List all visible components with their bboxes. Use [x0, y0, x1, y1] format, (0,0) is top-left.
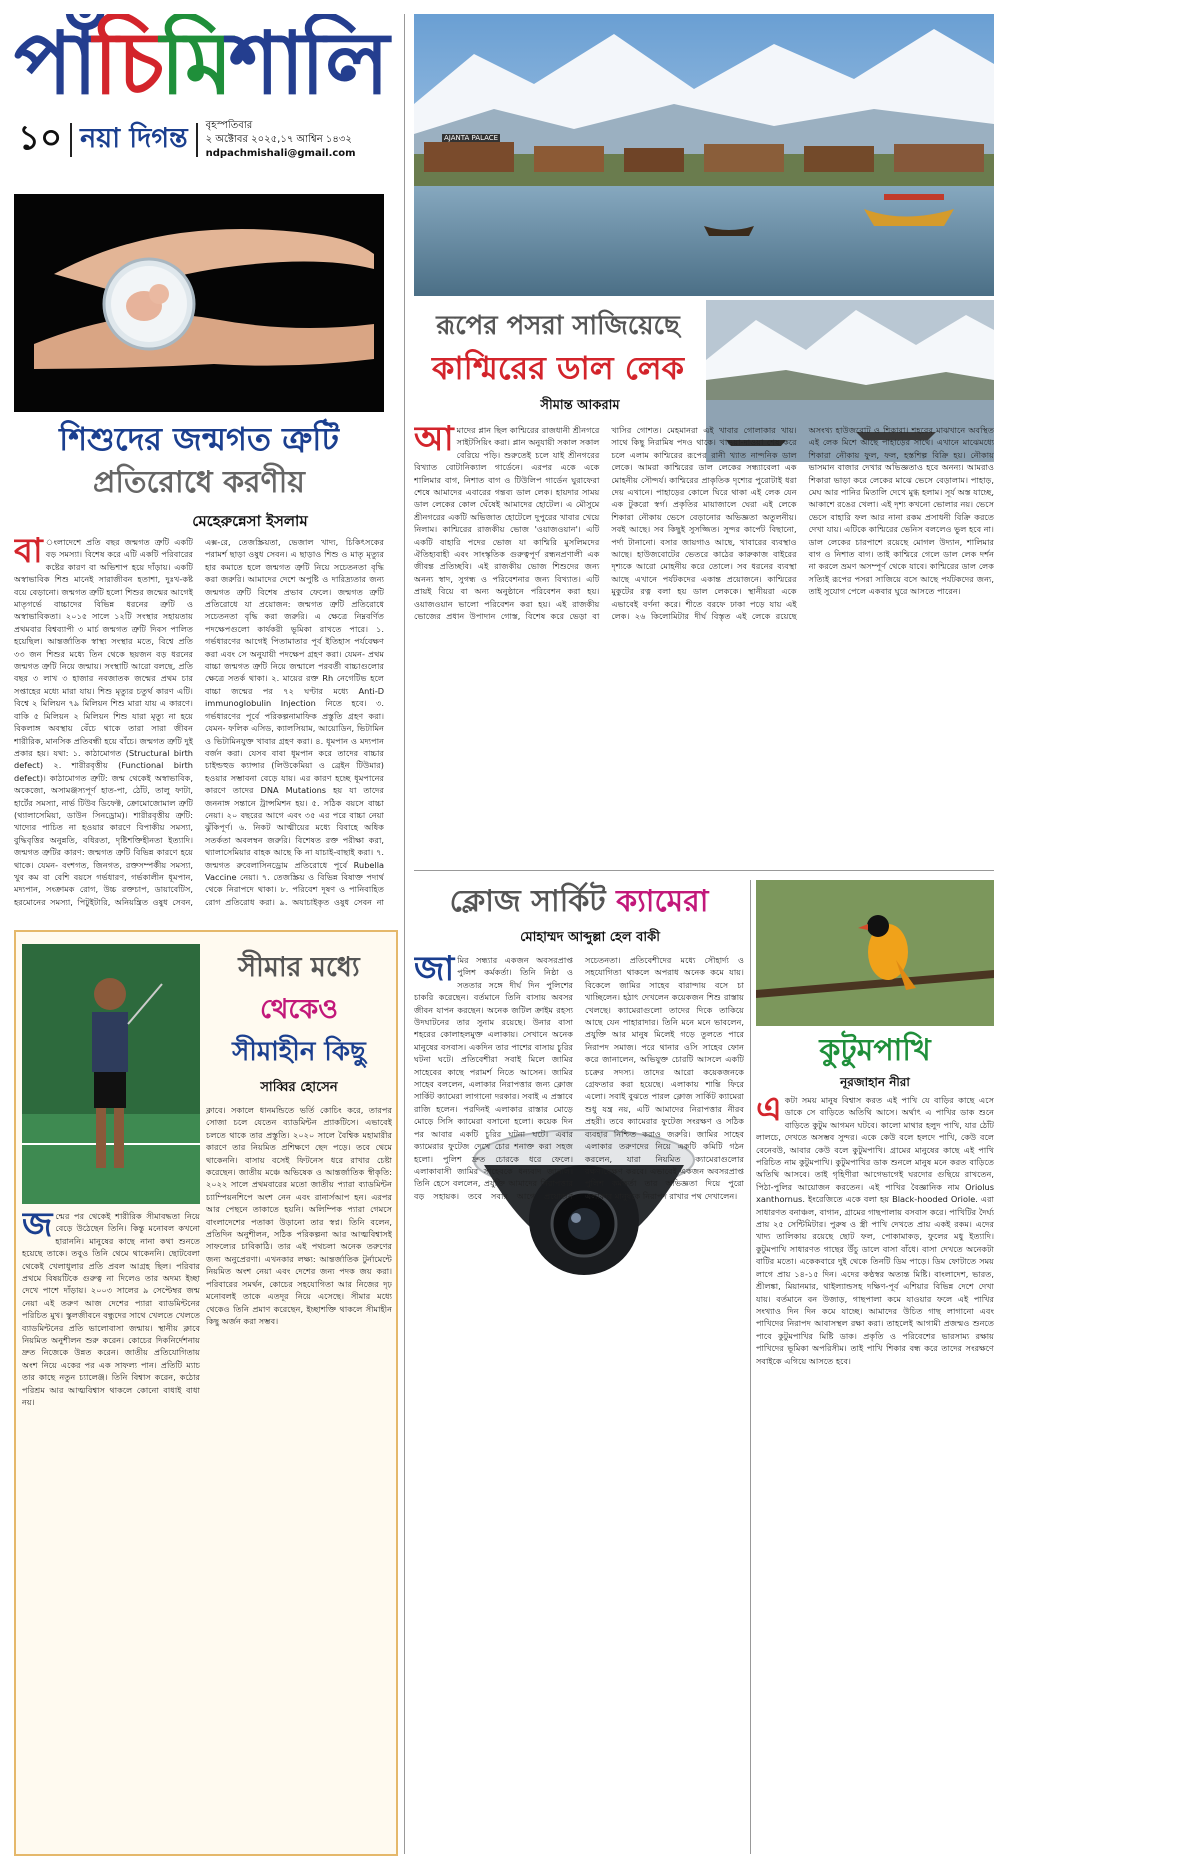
sports-dropcap: জ — [22, 1210, 53, 1245]
cctv-body: জামির সন্ধ্যার একজন অবসরপ্রাপ্ত পুলিশ কর্মকর্তা। তিনি নিষ্ঠা ও সততার সঙ্গে দীর্ঘ দিন পুলিশের চাকরি করেছেন। বর্তমানে তিনি বাসায় অবসর জীবন যাপন করছেন। অনেক জটিল ক্রাইম রহস্য উদঘাটনের তার সুনাম রয়েছে। উনার বাসা শহরের কোলাহলমুক্ত এলাকায়। সেখানে অনেক মানুষের বসবাস। একদিন তার পাশের বাসায় চুরির ঘটনা ঘটে। প্রতিবেশীরা সবাই মিলে জামির সাহেবের কাছে পরামর্শ নিতে আসেন। জামির সাহেব বললেন, এলাকার নিরাপত্তার জন্য ক্লোজ সার্কিট ক্যামেরা লাগানো দরকার। সবাই এ প্রস্তাবে রাজি হলেন। পরদিনই এলাকার রাস্তার মোড়ে মোড়ে সিসি ক্যামেরা বসানো হলো। কয়েক দিন পর আবার একটি চুরির ঘটনা ঘটে। এবার ক্যামেরার ফুটেজ দেখে চোর শনাক্ত করা সহজ হলো। পুলিশ দ্রুত চোরকে ধরে ফেলে। এলাকাবাসী জামির সাহেবকে ধন্যবাদ জানাল। তিনি হেসে বললেন, প্রযুক্তি আমাদের নিরাপত্তার বড় সহায়ক। তবে সবার আগে প্রয়োজন সচেতনতা। প্রতিবেশীদের মধ্যে সৌহার্দ্য ও সহযোগিতা থাকলে অপরাধ অনেক কমে যায়। বিকেলে জামির সাহেব বারান্দায় বসে চা খাচ্ছিলেন। হঠাৎ দেখলেন কয়েকজন শিশু রাস্তায় খেলছে। ক্যামেরাগুলো তাদের দিকে তাকিয়ে আছে যেন পাহারাদার। তিনি মনে মনে ভাবলেন, প্রযুক্তি আর মানুষ মিলেই গড়ে তুলতে পারে নিরাপদ সমাজ। পরে থানার ওসি সাহেব ফোন করে জানালেন, অভিযুক্ত চোরটি আসলে একটি চক্রের সদস্য। তাদের আরো কয়েকজনকে গ্রেফতার করা হয়েছে। এলাকায় শান্তি ফিরে এলো। সবাই বুঝতে পারল ক্লোজ সার্কিট ক্যামেরা শুধু যন্ত্র নয়, এটি আমাদের নিরাপত্তার নীরব প্রহরী। তবে ক্যামেরার ফুটেজ সংরক্ষণ ও সঠিক ব্যবহার নিশ্চিত করাও জরুরি। জামির সাহেব এলাকার তরুণদের নিয়ে একটি কমিটি গঠন করলেন, যারা নিয়মিত ক্যামেরাগুলোর রক্ষণাবেক্ষণ করবে। এভাবেই একজন অবসরপ্রাপ্ত পুলিশ কর্মকর্তা তার অভিজ্ঞতা দিয়ে পুরো এলাকার মানুষকে নিরাপদ রাখার পথ দেখালেন। — [414, 954, 744, 1201]
hands-baby-image — [14, 194, 384, 412]
kashmir-headline-1: রূপের পসরা সাজিয়েছে — [436, 311, 680, 341]
birth-headline-2: প্রতিরোধে করণীয় — [93, 465, 305, 500]
sports-body-left: জন্মের পর থেকেই শারীরিক সীমাবদ্ধতা নিয়ে বেড়ে উঠেছেন তিনি। কিন্তু মনোবল কখনো হারাননি। মানুষের কাছে নানা কথা শুনতে হয়েছে তাকে। তবুও তিনি থেমে থাকেননি। ছোটবেলা থেকেই খেলাধুলার প্রতি প্রবল আগ্রহ ছিল। পরিবার প্রথমে বিষয়টিকে গুরুত্ব না দিলেও তার অদম্য ইচ্ছা দেখে পাশে দাঁড়ায়। ২০০৩ সালের ৯ সেপ্টেম্বর জন্ম নেয়া এই তরুণ আজ দেশের প্যারা ব্যাডমিন্টনের পরিচিত মুখ। স্কুলজীবনে বন্ধুদের সাথে খেলতে খেলতে ব্যাডমিন্টনের প্রতি ভালোবাসা জন্মায়। স্থানীয় ক্লাবে নিয়মিত অনুশীলন শুরু করেন। কোচের দিকনির্দেশনায় দ্রুত নিজেকে উন্নত করেন। জাতীয় প্রতিযোগিতায় অংশ নিয়ে একের পর এক সাফল্য পান। প্রতিটি ম্যাচ তার কাছে নতুন চ্যালেঞ্জ। তিনি বিশ্বাস করেন, কঠোর পরিশ্রম আর আত্মবিশ্বাস থাকলে কোনো বাধাই বাধা নয়। — [22, 1210, 200, 1408]
masthead-title: পাঁচিমিশালি — [14, 14, 386, 114]
column-divider — [404, 14, 405, 1854]
masthead-divider — [196, 123, 198, 157]
email-link[interactable]: ndpachmishali@gmail.com — [205, 148, 356, 159]
birth-dropcap: বা — [14, 536, 43, 571]
date-label: ২ অক্টোবর ২০২৫,১৭ আশ্বিন ১৪৩২ — [205, 134, 352, 145]
birth-body: বা ংলাদেশে প্রতি বছর জন্মগত ত্রুটি একটি বড় সমস্যা। বিশেষ করে এটি একটি পরিবারের কষ্টের কারণ বা অভিশাপ হয়ে দাঁড়ায়। একটি অস্বাভাবিক শিশু মানেই সারাজীবন হতাশা, দুঃখ-কষ্ট বয়ে বেড়ানো। জন্মগত ত্রুটি হলো শিশুর জন্মের আগেই মাতৃগর্ভে বাচ্চাদের বিভিন্ন ধরনের ত্রুটি ও অস্বাভাবিকতা। ২০১৫ সালে ১২টি সংস্থার সহায়তায় প্রথমবার বিশ্বব্যাপী ৩ মার্চ জন্মগত ত্রুটি দিবস পালিত হয়েছিল। আন্তর্জাতিক স্বাস্থ্য সংস্থার মতে, বিশ্বে প্রতি ৩৩ জন শিশুর মধ্যে তিন থেকে ছয়জন বড় ধরনের জন্মগত ত্রুটি নিয়ে জন্মায়। সংস্থাটি আরো বলছে, প্রতি বছর ৩ লাখ ৩ হাজার নবজাতক জন্মের প্রথম চার সপ্তাহের মধ্যে মারা যায়। শিশু মৃত্যুর চতুর্থ কারণ এটি। বিশ্বে ২ মিলিয়ন ৭৯ মিলিয়ন শিশু মারা যায় এ কারণে। বাকি ৫ মিলিয়ন ২ মিলিয়ন শিশু যারা মৃত্যু না হয়ে বিকলাঙ্গ অবস্থায় বেঁচে থাকে তারা সারা জীবন শারীরিক, মানসিক প্রতিবন্ধী হয়ে বাঁচে। জন্মগত ত্রুটি দুই প্রকার হয়। যথা: ১. কাঠামোগত (Structural birth defect) ২. শারীরবৃত্তীয় (Functional birth defect)। কাঠামোগত ত্রুটি: জন্ম থেকেই অস্বাভাবিক, অকেজো, অসামঞ্জস্যপূর্ণ হাত-পা, ঠোঁট, তালু ফাটা, হার্টের সমস্যা, নার্ভ টিউব ডিফেক্ট, ক্রোমোজোমাল ত্রুটি (থ্যালাসেমিয়া, ডাউন সিনড্রোম)। শারীরবৃত্তীয় ত্রুটি: খাদ্যের পাচিত না হওয়ার কারণে বিপাকীয় সমস্যা, বুদ্ধিবৃত্তির অনুন্নতি, বধিরতা, দৃষ্টিশক্তিহীনতা ইত্যাদি। জন্মগত ত্রুটির কারণ: জন্মগত ত্রুটি বিভিন্ন কারণে হয়ে থাকে। যেমন- বংশগত, জিনগত, রক্তসম্পর্কীয় সমস্যা, খুব কম বা বেশি বয়সে গর্ভধারণ, গর্ভকালীন ধূমপান, মদ্যপান, সংক্রামক রোগ, উচ্চ রক্তচাপ, ডায়াবেটিস, হরমোনের সমস্যা, পিটুইটারি, অনিয়ন্ত্রিত ওষুধ সেবন, এক্স-রে, তেজস্ক্রিয়তা, ভেজাল খাদ্য, চিকিৎসকের পরামর্শ ছাড়া ওষুধ সেবন। এ ছাড়াও শিশু ও মাতৃ মৃত্যুর হার কমাতে হলে জন্মগত ত্রুটি নিয়ে সচেতনতা বৃদ্ধি করা জরুরি। আমাদের দেশে অপুষ্টি ও দারিদ্র্যতার জন্য জন্মগত ত্রুটি বিশেষ প্রভাব ফেলে। জন্মগত ত্রুটি প্রতিরোধে যা প্রয়োজন: জন্মগত ত্রুটি প্রতিরোধে সচেতনতা বৃদ্ধি করা জরুরি। এ ক্ষেত্রে নিম্নবর্ণিত পদক্ষেপগুলো কার্যকরী ভূমিকা রাখতে পারে। ১. গর্ভধারণের আগেই পিতামাতার পূর্ব ইতিহাস পর্যবেক্ষণ করা এবং সে অনুযায়ী পদক্ষেপ গ্রহণ করা। যেমন- প্রথম বাচ্চা জন্মগত ত্রুটি নিয়ে জন্মালে পরবর্তী বাচ্চাগুলোর ক্ষেত্রে সতর্ক থাকা। ২. মায়ের রক্ত Rh নেগেটিভ হলে বাচ্চা জন্মের পর ৭২ ঘণ্টার মধ্যে Anti-D immunoglobulin Injection নিতে হবে। ৩. গর্ভধারণের পূর্বে পরিকল্পনামাফিক প্রস্তুতি গ্রহণ করা। যেমন- ফলিক এসিড, ক্যালসিয়াম, আয়োডিন, ভিটামিন ও ভিটামিনযুক্ত খাবার গ্রহণ করা। ৪. ধূমপান ও মদ্যপান বর্জন করা। যেসব বাবা ধূমপান করে তাদের বাচ্চার চাইল্ডহুড ক্যান্সার (লিউকেমিয়া ও ব্রেইন টিউমার) হওয়ার সম্ভাবনা বেড়ে যায়। এর কারণ হচ্ছে ধূমপানের কারণে তাদের DNA Mutations হয় যা তাদের জননাঙ্গ সন্তানে ট্রান্সমিশন হয়। ৫. সঠিক বয়সে বাচ্চা নেয়া। ২০ বছরের আগে এবং ৩৫ এর পরে বাচ্চা নেয়া ঝুঁকিপূর্ণ। ৬. নিকট আত্মীয়ের মধ্যে বিবাহে অধিক সতর্কতা অবলম্বন জরুরি। বিশেষত রক্ত পরীক্ষা করা, থ্যালাসেমিয়ার বাহক আছে কি না যাচাই-বাছাই করা। ৭. জন্মগত রুবেলাসিনড্রোম প্রতিরোধে পূর্বে Rubella Vaccine নেয়া। ৭. তেজস্ক্রিয় ও বিভিন্ন বিষাক্ত পদার্থ থেকে নিরাপদে থাকা। ৮. পরিবেশ দূষণ ও পানিবাহিত রোগ প্রতিরোধ করা। ৯. অযাচাইকৃত ওষুধ সেবন না — [14, 536, 384, 907]
cctv-byline: মোহাম্মদ আব্দুল্লা হেল বাকী — [520, 930, 660, 945]
birth-headline-1: শিশুদের জন্মগত ত্রুটি — [59, 420, 339, 458]
kashmir-dropcap: আ — [414, 424, 454, 459]
dal-lake-image-top — [414, 14, 994, 296]
kashmir-headline-2: কাশ্মিরের ডাল লেক — [432, 349, 684, 387]
column-divider — [750, 880, 751, 1854]
oriole-bird-image — [756, 880, 994, 1026]
day-label: বৃহস্পতিবার — [205, 120, 253, 131]
bird-byline: নূরজাহান নীরা — [840, 1075, 910, 1089]
cctv-dropcap: জা — [414, 954, 455, 989]
cctv-headline: ক্লোজ সার্কিট ক্যামেরা — [449, 884, 709, 919]
sports-body-right: ক্লাবে। সকালে ধানমন্ডিতে ভর্তি কোচিং করে, তারপর সোজা চলে যেতেন ব্যাডমিন্টন প্র্যাকটিসে। এভাবেই চলতে থাকে তার প্রস্তুতি। ২০২০ সালে বৈশ্বিক মহামারীর কারণে তার নিয়মিত প্রশিক্ষণে ছেদ পড়ে। তবে থেমে থাকেননি। বাসায় বসেই ফিটনেস ধরে রাখার চেষ্টা করেছেন। জাতীয় মঞ্চে অভিষেক ও আন্তর্জাতিক স্বীকৃতি: ২০২২ সালে প্রথমবারের মতো জাতীয় প্যারা ব্যাডমিন্টন চ্যাম্পিয়নশিপে অংশ নেন এবং রানার্সআপ হন। এরপর আর পেছনে তাকাতে হয়নি। অলিম্পিক প্যারা গেমসে বাংলাদেশের পতাকা উড়ানো তার স্বপ্ন। তিনি বলেন, প্রতিদিন অনুশীলন, সঠিক পরিকল্পনা আর আত্মবিশ্বাসই সাফল্যের চাবিকাঠি। তার এই পথচলা অনেক তরুণের জন্য অনুপ্রেরণা। এখনকার লক্ষ্য: আন্তর্জাতিক টুর্নামেন্টে নিয়মিত অংশ নেয়া এবং দেশের জন্য পদক জয় করা। পরিবারের সমর্থন, কোচের সহযোগিতা আর নিজের দৃঢ় মনোবলই তাকে এতদূর নিয়ে এসেছে। সীমার মধ্যে থেকেও তিনি প্রমাণ করেছেন, ইচ্ছাশক্তি থাকলে সীমাহীন কিছু অর্জন করা সম্ভব। — [206, 1105, 392, 1326]
sports-headline-1: সীমার মধ্যে — [238, 952, 360, 983]
bird-dropcap: এ — [756, 1094, 782, 1129]
sports-headline-3: সীমাহীন কিছু — [232, 1037, 366, 1067]
kashmir-body: আমাদের প্লান ছিল কাশ্মিরের রাজধানী শ্রীনগরে সাইটসিয়িং করা। প্লান অনুযায়ী সকাল সকাল বেরিয়ে পড়ি। শুরুতেই চলে যাই শ্রীনগরের বিখ্যাত বোটানিক্যাল গার্ডেনে। এরপর একে একে শালিমার বাগ, নিশাত বাগ ও টিউলিপ গার্ডেন ঘুরাফেরা শেষে আমাদের এবারের গন্তব্য ডাল লেক। হায়দার সাময় ডাল লেকের কোল ঘেঁষেই আমাদের হোটেল। এ মৌসুমে শ্রীনগরের একটি অভিজাত হোটেলে দুপুরের খাবার খেয়ে নিলাম। কাশ্মিরের রাজকীয় ভোজ 'ওয়াজওয়ান'। এটি একটি বাহারি পদের ভোজ যা কাশ্মিরি মুসলিমদের ঐতিহ্যবাহী এবং সাংস্কৃতিক গুরুত্বপূর্ণ রন্ধনপ্রণালী এক জীবন্ত প্রতিচ্ছবি। এই রাজকীয় ভোজ শিশুদের জন্য অনন্য স্বাদ, সুগন্ধ ও পরিবেশনার জন্য বিখ্যাত। এটি প্রায়ই বিয়ে বা অন্য অনুষ্ঠানে পরিবেশন করা হয়। ওয়াজওয়ান ভালো পরিবেশন করা হয়। এই রাজকীয় ভোজের প্রধান উপাদান গোস্ত, বিশেষ করে ভেড়া বা খাসির গোশত। মেহমানরা এই খাবার গোলাকার খায়। সাথে কিছু নিরামিষ পদও থাকে। খাওয়া-দাওয়া শেষ করে চলে এলাম কাশ্মিরের রূপের রানী খ্যাত নান্দনিক ডাল লেকে। আমরা কাশ্মিরের ডাল লেকের সন্ধ্যাবেলা এক মোহনীয় সৌন্দর্য। কাশ্মিরের প্রাকৃতিক দৃশ্যের পুরোটাই ধরা দেয় এখানে। পাহাড়ের কোলে ঘিরে থাকা এই লেক যেন এক টুকরো স্বর্গ। প্রকৃতির মায়াজালে ঘেরা এই লেকে শিকারা নৌকায় ভেসে বেড়ানোর অভিজ্ঞতা অতুলনীয়। সবই আছে। সব কিছুই সুসজ্জিত। সুন্দর কার্পেট বিছানো, পর্দা টানানো। বসার জায়গাও আছে, খাবারের ব্যবস্থাও আছে। হাউজবোটের ভেতরে কাঠের কারুকাজ বাইরের দৃশ্যকে আরো মোহনীয় করে তোলে। সব ধরনের ব্যবস্থা আছে এখানে পর্যটকদের একান্ত প্রয়োজনে। কাশ্মিরের মুকুটের রত্ন বলা হয় ডাল লেককে। স্থানীয়রা একে এভাবেই বর্ণনা করে। শীতে বরফে ঢাকা পড়ে যায় এই লেক। ২৬ কিলোমিটার দীর্ঘ বিস্তৃত এই লেকে রয়েছে অসংখ্য হাউজবোট ও শিকারা। শহরের মাঝখানে অবস্থিত এই লেক মিশে আছে পাহাড়ের সাথে। এখানে মাঝেমধ্যে শিকারা নৌকায় ফুল, ফল, হস্তশিল্প বিক্রি হয়। নৌকায় ভাসমান বাজার দেখার অভিজ্ঞতাও হবে অনন্য। আমরাও শিকারা ভাড়া করে লেকের মাঝে ভেসে বেড়ালাম। পাহাড়, মেঘ আর পানির মিতালি দেখে মুগ্ধ হলাম। সূর্য অস্ত যাচ্ছে, আকাশে রঙের খেলা। এই দৃশ্য কখনো ভোলার নয়। ভেসে ভেসে বাহারি ফল আর নানা রকম প্রসাধনী বিক্রি করতে দেখা যায়। এটিকে কাশ্মিরের ভেনিস বললেও ভুল হবে না। ডাল লেকের চারপাশে রয়েছে মোগল উদ্যান, শালিমার বাগ ও নিশাত বাগ। তাই কাশ্মিরে গেলে ডাল লেক দর্শন না করলে ভ্রমণ অসম্পূর্ণ থেকে যাবে। কাশ্মিরের ডাল লেক সত্যিই রূপের পসরা সাজিয়ে বসে আছে পর্যটকদের জন্য, তাই সুযোগ পেলে একবার ঘুরে আসতে পারেন। — [414, 424, 994, 622]
masthead-divider — [70, 123, 72, 157]
birth-byline: মেহেরুন্নেসা ইসলাম — [192, 512, 308, 530]
dateline — [206, 119, 356, 161]
bird-headline: কুটুমপাখি — [819, 1033, 931, 1068]
bird-body: একটা সময় মানুষ বিশ্বাস করত এই পাখি যে বাড়ির কাছে এসে ডাকে সে বাড়িতে অতিথি আসে। অর্থাৎ এ পাখির ডাক শুনে বাড়িতে কুটুম আগমন ঘটবে। কালো মাথার হলুদ পাখি, যার ঠোঁট লালচে, দেখতে অসম্ভব সুন্দর। একে কেউ বলে হলদে পাখি, কেউ বলে বেনেবউ, আবার কেউ বলে কুটুমপাখি। গ্রামের মানুষের কাছে এই পাখি পরিচিত নাম কুটুমপাখি। কুটুমপাখির ডাক শুনলে মানুষ মনে করত বাড়িতে অতিথি আসবে। তাই গৃহিণীরা আগেভাগেই ঘরদোর গুছিয়ে রাখতেন, পিঠা-পুলির আয়োজন করতেন। এই পাখির বৈজ্ঞানিক নাম Oriolus xanthornus. ইংরেজিতে একে বলা হয় Black-hooded Oriole. এরা সাধারণত বনাঞ্চল, বাগান, গ্রামের গাছপালায় বসবাস করে। পাখিটির দৈর্ঘ্য প্রায় ২৫ সেন্টিমিটার। পুরুষ ও স্ত্রী পাখি দেখতে প্রায় একই রকম। এদের খাদ্য তালিকায় রয়েছে ছোট ফল, পোকামাকড়, ফুলের মধু ইত্যাদি। কুটুমপাখি সাধারণত গাছের উঁচু ডালে বাসা বাঁধে। বাসা দেখতে অনেকটা বাটির মতো। একেকবারে দুই থেকে তিনটি ডিম পাড়ে। ডিম ফোটাতে সময় লাগে প্রায় ১৪-১৫ দিন। এদের কণ্ঠস্বর অত্যন্ত মিষ্টি। বাংলাদেশ, ভারত, শ্রীলঙ্কা, মিয়ানমার, থাইল্যান্ডসহ দক্ষিণ-পূর্ব এশিয়ার বিভিন্ন দেশে দেখা যায়। বর্তমানে বন উজাড়, গাছপালা কমে যাওয়ার ফলে এই পাখির সংখ্যাও দিন দিন কমে যাচ্ছে। আমাদের উচিত গাছ লাগানো এবং পাখিদের নিরাপদ আবাসস্থল রক্ষা করা। তাহলেই আগামী প্রজন্মও শুনতে পাবে কুটুমপাখির মিষ্টি ডাক। প্রকৃতি ও পরিবেশের ভারসাম্য রক্ষায় পাখিদের ভূমিকা অপরিসীম। তাই পাখি শিকার বন্ধ করে তাদের সংরক্ষণে সবাইকে এগিয়ে আসতে হবে। — [756, 1094, 994, 1366]
newspaper-brand: নয়া দিগন্ত — [80, 122, 188, 154]
kashmir-byline: সীমান্ত আকরাম — [540, 398, 620, 413]
sports-headline-2: থেকেও — [259, 994, 339, 1025]
sports-byline: সাব্বির হোসেন — [260, 1080, 338, 1095]
page-number: ১০ — [18, 117, 63, 158]
houseboat-sign: AJANTA PALACE — [444, 134, 499, 142]
badminton-player-image — [22, 944, 200, 1204]
section-divider — [414, 870, 994, 871]
